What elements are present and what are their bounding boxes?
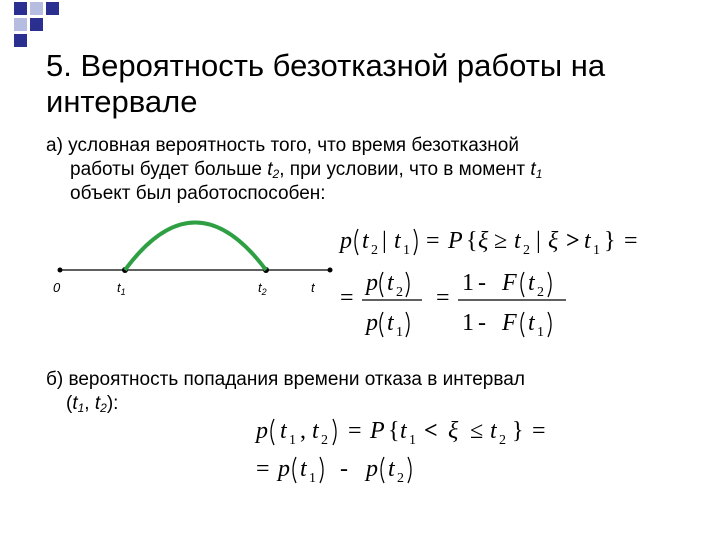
svg-text:=: = <box>532 418 546 444</box>
t-end-label: t <box>311 280 315 295</box>
t2-label: $t_2$ <box>258 280 267 297</box>
svg-text:t: t <box>300 456 307 482</box>
svg-text:1: 1 <box>403 243 410 258</box>
svg-text:}: } <box>512 418 524 444</box>
svg-text:p: p <box>278 456 290 482</box>
svg-text:=: = <box>624 228 638 254</box>
svg-text:|: | <box>536 228 541 254</box>
svg-text:-: - <box>340 456 348 482</box>
svg-text:2: 2 <box>499 433 506 448</box>
svg-text:1: 1 <box>593 243 600 258</box>
part-a-text2: , при условии, что в момент <box>279 159 531 180</box>
svg-text:1: 1 <box>462 310 474 336</box>
var-t: t <box>267 159 273 180</box>
svg-text:=: = <box>426 228 440 254</box>
svg-text:p: p <box>366 456 378 482</box>
svg-text:t: t <box>387 310 394 336</box>
slide-title: 5. Вероятность безотказной работы на интервале <box>46 48 606 119</box>
svg-text:=: = <box>348 418 362 444</box>
svg-text:P: P <box>370 418 385 444</box>
svg-text:2: 2 <box>396 285 403 300</box>
svg-text:ξ: ξ <box>478 228 489 254</box>
svg-text:t: t <box>528 270 535 296</box>
svg-text:1: 1 <box>462 270 474 296</box>
svg-text:F: F <box>502 270 517 296</box>
part-b-line1: б) вероятность попадания времени отказа в интервал <box>46 369 525 390</box>
sub-2: 2 <box>100 401 107 415</box>
sub-1: 1 <box>535 167 543 181</box>
svg-text:1: 1 <box>289 433 296 448</box>
svg-text:1: 1 <box>396 325 403 340</box>
svg-text:=: = <box>256 456 270 482</box>
origin-label: 0 <box>53 280 61 295</box>
t1-label: $t_1$ <box>117 280 126 297</box>
part-a-line3: объект был работоспособен: <box>70 183 326 204</box>
sub-2: 2 <box>272 167 280 181</box>
svg-text:t: t <box>584 228 591 254</box>
svg-text:t: t <box>528 310 535 336</box>
svg-text:=: = <box>340 285 354 311</box>
svg-text:t: t <box>387 270 394 296</box>
svg-text:t: t <box>514 228 521 254</box>
svg-text:>: > <box>566 228 580 254</box>
svg-text:2: 2 <box>371 243 378 258</box>
svg-text:t: t <box>394 228 401 254</box>
svg-text:2: 2 <box>321 433 328 448</box>
comma: , <box>84 393 95 414</box>
svg-text:t: t <box>400 418 407 444</box>
svg-text:1: 1 <box>537 325 544 340</box>
sub-1: 1 <box>77 401 85 415</box>
svg-text:,: , <box>300 418 306 444</box>
svg-text:ξ: ξ <box>448 418 459 444</box>
part-a-line1: а) условная вероятность того, что время безотказной <box>46 135 519 156</box>
svg-text:p: p <box>366 270 378 296</box>
var-t: t <box>72 393 78 414</box>
svg-text:t: t <box>388 456 395 482</box>
svg-text:t: t <box>490 418 497 444</box>
svg-text:1: 1 <box>309 471 316 486</box>
part-a-text: работы будет больше <box>70 159 268 180</box>
svg-text:p: p <box>256 418 268 444</box>
svg-text:ξ: ξ <box>548 228 559 254</box>
var-t: t <box>94 393 101 414</box>
svg-text:2: 2 <box>397 471 404 486</box>
svg-text:P: P <box>448 228 463 254</box>
svg-text:|: | <box>382 228 387 254</box>
svg-text:}: } <box>604 228 616 254</box>
svg-text:2: 2 <box>523 243 530 258</box>
paren-open: ( <box>66 393 73 414</box>
svg-text:<: < <box>424 418 438 444</box>
svg-text:F: F <box>502 310 517 336</box>
svg-text:-: - <box>478 270 486 296</box>
svg-text:p: p <box>366 310 378 336</box>
svg-text:-: - <box>478 310 486 336</box>
svg-text:p: p <box>340 228 352 254</box>
svg-text:{: { <box>466 228 478 254</box>
svg-text:1: 1 <box>409 433 416 448</box>
svg-text:t: t <box>312 418 319 444</box>
paren-close: ): <box>106 393 119 414</box>
svg-text:≥: ≥ <box>494 228 508 254</box>
svg-text:{: { <box>388 418 400 444</box>
var-t: t <box>530 159 536 180</box>
svg-text:≤: ≤ <box>470 418 484 444</box>
svg-text:t: t <box>280 418 287 444</box>
svg-text:t: t <box>362 228 369 254</box>
svg-text:2: 2 <box>537 285 544 300</box>
svg-text:=: = <box>436 285 450 311</box>
